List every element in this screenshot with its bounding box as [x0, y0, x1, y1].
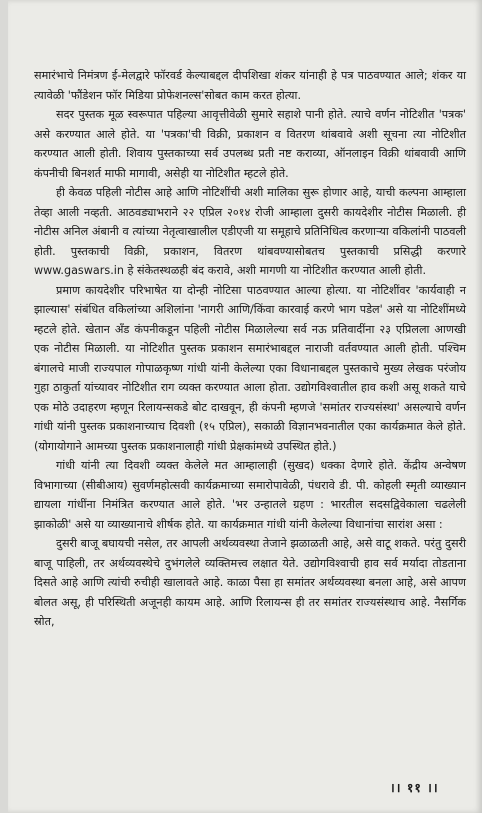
- paragraph: दुसरी बाजू बघायची नसेल, तर आपली अर्थव्यवस्था तेजाने झळाळती आहे, असे वाटू शकते. परंतु दुसरी बाजू पाहिली, तर अर्थव्यवस्थेचे दुभंगलेले व्यक्तिमत्त्व लक्षात येते. उद्योगविश्वाची हाव सर्व मर्यादा तोडताना दिसते आहे आणि त्यांची रुचीही खालावते आहे. काळा पैसा हा समांतर अर्थव्यवस्था बनला आहे, असे आपण बोलत असू, ही परिस्थिती अजूनही कायम आहे. आणि रिलायन्स ही तर समांतर राज्यसंस्थाच आहे. नैसर्गिक स्रोत,: [34, 537, 466, 628]
- paragraph: समारंभाचे निमंत्रण ई-मेलद्वारे फॉरवर्ड केल्याबद्दल दीपशिखा शंकर यांनाही हे पत्र पाठवण्यात आले; शंकर या त्यावेळी 'फौंडेशन फॉर मिडिया प्रोफेशनल्स'सोबत काम करत होत्या.: [34, 69, 466, 102]
- body-text: [34, 66, 466, 632]
- paragraph: प्रमाण कायदेशीर परिभाषेत या दोन्ही नोटिसा पाठवण्यात आल्या होत्या. या नोटिशींवर 'कार्यवाही न झाल्यास' संबंधित वकिलांच्या अशिलांना 'नागरी आणि/किंवा कारवाई करणे भाग पडेल' असे या नोटिशींमध्ये म्हटले होते. खेतान अँड कंपनीकडून पहिली नोटीस मिळालेल्या सर्व नऊ प्रतिवादींना २३ एप्रिलला आणखी एक नोटीस मिळाली. या नोटिशीत पुस्तक प्रकाशन समारंभाबद्दल नाराजी वर्तवण्यात आली होती. पश्चिम बंगालचे माजी राज्यपाल गोपाळकृष्ण गांधी यांनी केलेल्या एका विधानाबद्दल पुस्तकाचे मुख्य लेखक परंजोय गुहा ठाकुर्ता यांच्यावर नोटिशीत राग व्यक्त करण्यात आला होता. उद्योगविश्वातील हाव कशी असू शकते याचे एक मोठे उदाहरण म्हणून रिलायन्सकडे बोट दाखवून, ही कंपनी म्हणजे 'समांतर राज्यसंस्था' असल्याचे वर्णन गांधी यांनी पुस्तक प्रकाशनाच्याच दिवशी (१५ एप्रिल), सकाळी विज्ञानभवनातील एका कार्यक्रमात केले होते. (योगायोगाने आमच्या पुस्तक प्रकाशनालाही गांधी प्रेक्षकांमध्ये उपस्थित होते.): [34, 283, 466, 453]
- paragraph: गांधी यांनी त्या दिवशी व्यक्त केलेले मत आम्हालाही (सुखद) धक्का देणारे होते. केंद्रीय अन्वेषण विभागाच्या (सीबीआय) सुवर्णमहोत्सवी कार्यक्रमाच्या समारोपावेळी, पंधरावे डी. पी. कोहली स्मृती व्याख्यान द्यायला गांधींना निमंत्रित करण्यात आले होते. 'भर उन्हातले ग्रहण : भारतील सदसद्विवेकाला चढलेली झाकोळी' असे या व्याख्यानाचे शीर्षक होते. या कार्यक्रमात गांधी यांनी केलेल्या विधानांचा सारांश असा :: [34, 459, 466, 531]
- page-number: ।। ११ ।।: [390, 780, 439, 795]
- book-page: [8, 0, 482, 813]
- paragraph: सदर पुस्तक मूळ स्वरूपात पहिल्या आवृत्तीवेळी सुमारे सहाशे पानी होते. त्याचे वर्णन नोटिशीत 'पत्रक' असे करण्यात आले होते. या 'पत्रका'ची विक्री, प्रकाशन व वितरण थांबवावे अशी सूचना त्या नोटिशीत करण्यात आली होती. शिवाय पुस्तकाच्या सर्व उपलब्ध प्रती नष्ट कराव्या, ऑनलाइन विक्री थांबवावी आणि कंपनीची बिनशर्त माफी मागावी, असेही या नोटिशीत म्हटले होते.: [34, 108, 466, 180]
- paragraph: ही केवळ पहिली नोटीस आहे आणि नोटिशींची अशी मालिका सुरू होणार आहे, याची कल्पना आम्हाला तेव्हा आली नव्हती. आठवड्याभराने २२ एप्रिल २०१४ रोजी आम्हाला दुसरी कायदेशीर नोटीस मिळाली. ही नोटीस अनिल अंबानी व त्यांच्या नेतृत्वाखालील एडीएजी या समूहाचे प्रतिनिधित्व करणाऱ्या वकिलांनी पाठवली होती. पुस्तकाची विक्री, प्रकाशन, वितरण थांबवण्यासोबतच पुस्तकाची प्रसिद्धी करणारे www.gaswars.in हे संकेतस्थळही बंद करावे, अशी मागणी या नोटिशीत करण्यात आली होती.: [34, 186, 466, 277]
